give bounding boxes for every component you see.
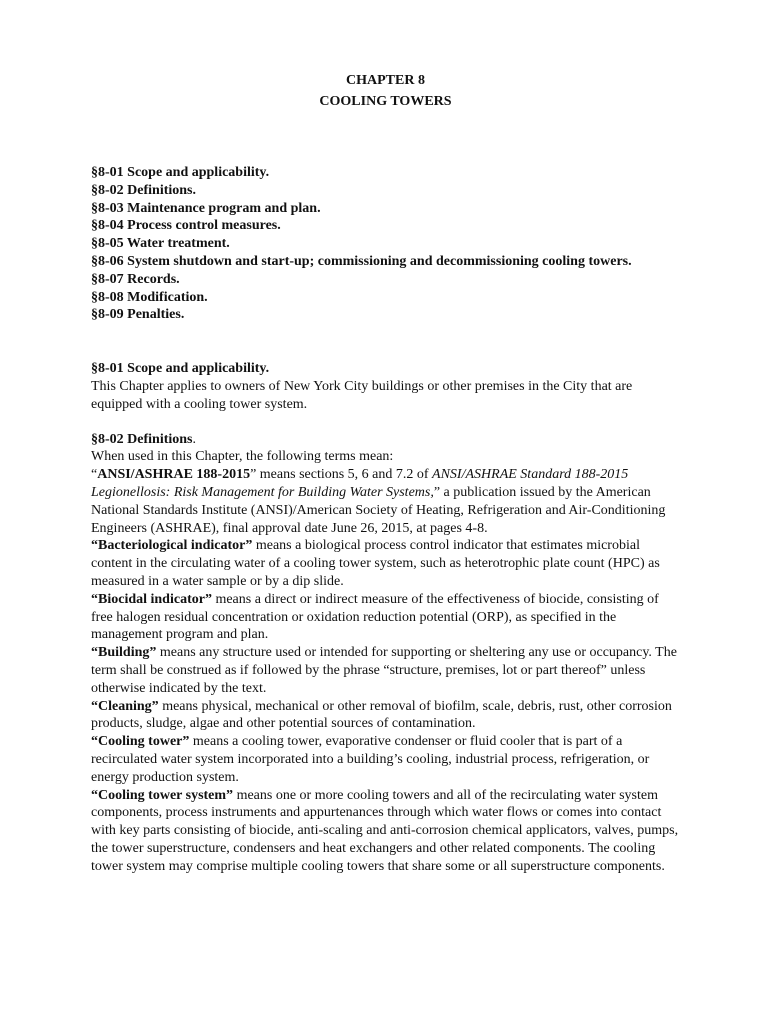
toc-item: §8-05 Water treatment. bbox=[91, 236, 230, 252]
toc-item: §8-08 Modification. bbox=[91, 289, 208, 305]
definitions-intro: When used in this Chapter, the following terms mean: bbox=[91, 449, 394, 465]
definition-text: means physical, mechanical or other removal of biofilm, scale, debris, rust, other corrosion products, sludge, algae and other potential sources of contamination. bbox=[91, 698, 672, 732]
chapter-header bbox=[91, 0, 680, 112]
standard-title: ANSI/ASHRAE Standard 188-2015 Legionellosis: Risk Management for Building Water Systems, bbox=[91, 467, 629, 500]
definition-item bbox=[91, 698, 680, 734]
section-title: §8-01 Scope and applicability. bbox=[91, 361, 270, 377]
toc-item: §8-01 Scope and applicability. bbox=[91, 165, 270, 180]
definition-item bbox=[91, 591, 680, 644]
definition-text: means one or more cooling towers and all of the recirculating water system components, process instruments and appurtenances through which water flows or comes into contact with key parts consisting of biocide, anti-scaling and anti-corrosion chemical applicators, valves, pumps, the tower superstructure, condensers and heat exchangers and other related components. The cooling tower system may comprise multiple cooling towers that share some or all superstructure components. bbox=[91, 787, 679, 874]
definition-ansi bbox=[91, 466, 680, 537]
chapter-number: CHAPTER 8 bbox=[346, 73, 425, 88]
toc-item: §8-04 Process control measures. bbox=[91, 218, 281, 234]
section-body: This Chapter applies to owners of New York City buildings or other premises in the City that are equipped with a cooling tower system. bbox=[91, 378, 633, 412]
definition-text: ” a publication issued by the American National Standards Institute (ANSI)/American Society of Heating, Refrigeration and Air-Conditioning Engineers (ASHRAE), final approval date June 26, 2015, at pages 4-8. bbox=[91, 484, 666, 536]
definition-term: “Bacteriological indicator” bbox=[91, 538, 253, 554]
definition-text: means a biological process control indicator that estimates microbial content in the circulating water of a cooling tower system, such as heterotrophic plate count (HPC) as measured in a water sample or by a dip slide. bbox=[91, 538, 660, 589]
chapter-title: COOLING TOWERS bbox=[319, 94, 452, 109]
definition-term: “Cooling tower” bbox=[91, 734, 190, 750]
section-title-period: . bbox=[192, 431, 196, 447]
section-scope bbox=[91, 360, 680, 413]
definition-term: ANSI/ASHRAE 188-2015 bbox=[97, 467, 251, 483]
toc-item: §8-07 Records. bbox=[91, 271, 180, 287]
definition-text: means any structure used or intended for supporting or sheltering any use or occupancy. The term shall be construed as if followed by the phrase “structure, premises, lot or part thereof” unless otherwise indicated by the text. bbox=[91, 645, 677, 696]
definition-item bbox=[91, 787, 680, 876]
section-title bbox=[91, 431, 680, 449]
table-of-contents bbox=[91, 164, 680, 324]
definition-item bbox=[91, 733, 680, 786]
section-title-text: §8-02 Definitions bbox=[91, 431, 193, 447]
definition-term: “Building” bbox=[91, 645, 157, 661]
toc-item: §8-09 Penalties. bbox=[91, 307, 185, 323]
toc-item: §8-03 Maintenance program and plan. bbox=[91, 200, 321, 216]
definition-term: “Biocidal indicator” bbox=[91, 591, 212, 607]
definition-term: “Cooling tower system” bbox=[91, 787, 234, 803]
definition-text: means a cooling tower, evaporative condenser or fluid cooler that is part of a recirculated water system incorporated into a building’s cooling, industrial process, refrigeration, or energy production system. bbox=[91, 734, 650, 785]
toc-item: §8-06 System shutdown and start-up; commissioning and decommissioning cooling towers. bbox=[91, 253, 632, 269]
definition-text: means sections 5, 6 and 7.2 of bbox=[256, 467, 433, 483]
definition-text: means a direct or indirect measure of the effectiveness of biocide, consisting of free halogen residual concentration or oxidation reduction potential (ORP), as specified in the management program and plan. bbox=[91, 591, 659, 643]
close-quote: ” bbox=[250, 467, 257, 483]
definition-term: “Cleaning” bbox=[91, 698, 159, 714]
section-definitions bbox=[91, 431, 680, 876]
definition-item bbox=[91, 537, 680, 590]
open-quote: “ bbox=[91, 467, 98, 483]
definition-item bbox=[91, 644, 680, 697]
toc-item: §8-02 Definitions. bbox=[91, 182, 196, 198]
